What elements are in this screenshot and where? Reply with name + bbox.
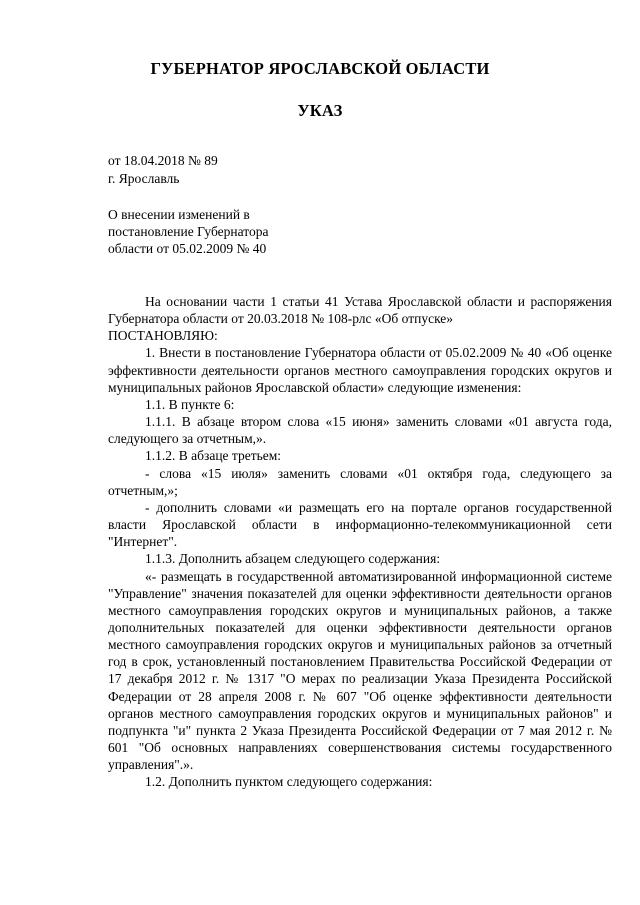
paragraph-item-1-1: 1.1. В пункте 6: — [145, 396, 235, 412]
document-date-number: от 18.04.2018 № 89 — [108, 153, 218, 168]
paragraph-item-1-1-1: 1.1.1. В абзаце втором слова «15 июня» заменить словами «01 августа года, следующего за отчетным,». — [108, 414, 612, 447]
paragraph-item-1-1-3: 1.1.3. Дополнить абзацем следующего содержания: — [145, 551, 441, 567]
subject-line-2: постановление Губернатора — [108, 224, 269, 239]
document-type-heading: УКАЗ — [297, 101, 343, 120]
paragraph-decree-word: ПОСТАНОВЛЯЮ: — [108, 328, 218, 344]
issuing-authority-heading: ГУБЕРНАТОР ЯРОСЛАВСКОЙ ОБЛАСТИ — [150, 59, 490, 78]
document-city: г. Ярославль — [108, 171, 180, 186]
subject-line-3: области от 05.02.2009 № 40 — [108, 241, 267, 256]
paragraph-item-1-1-2: 1.1.2. В абзаце третьем: — [145, 448, 282, 464]
paragraph-item-1-1-2-b: - дополнить словами «и размещать его на портале органов государственной власти Ярославской области в информационно-телекоммуникационной сети "Интернет". — [108, 499, 612, 550]
paragraph-item-1-1-2-a: - слова «15 июля» заменить словами «01 октября года, следующего за отчетным,»; — [108, 465, 612, 498]
paragraph-item-1-2: 1.2. Дополнить пунктом следующего содержания: — [145, 774, 433, 790]
document-body — [108, 293, 612, 791]
subject-line-1: О внесении изменений в — [108, 207, 250, 222]
paragraph-item-1: 1. Внести в постановление Губернатора области от 05.02.2009 № 40 «Об оценке эффективности деятельности органов местного самоуправления городских округов и муниципальных районов Ярославской области» следующие изменения: — [108, 345, 612, 395]
paragraph-basis: На основании части 1 статьи 41 Устава Ярославской области и распоряжения Губернатора области от 20.03.2018 № 108-рлс «Об отпуске» — [108, 294, 612, 327]
paragraph-item-1-1-3-text: «- размещать в государственной автоматизированной информационной системе "Управление" значения показателей для оценки эффективности деятельности органов местного самоуправления городских округов и муниципальных районов, а также дополнительных показателей для оценки эффективности деятельности органов местного самоуправления городских округов и муниципальных районов за отчетный год в срок, установленный постановлением Правительства Российской Федерации от 17 декабря 2012 г. № 1317 "О мерах по реализации Указа Президента Российской Федерации от 28 апреля 2008 г. № 607 "Об оценке эффективности деятельности органов местного самоуправления городских округов и муниципальных районов" и подпункта "и" пункта 2 Указа Президента Российской Федерации от 7 мая 2012 г. № 601 "Об основных направлениях совершенствования системы государственного управления".». — [108, 568, 612, 773]
